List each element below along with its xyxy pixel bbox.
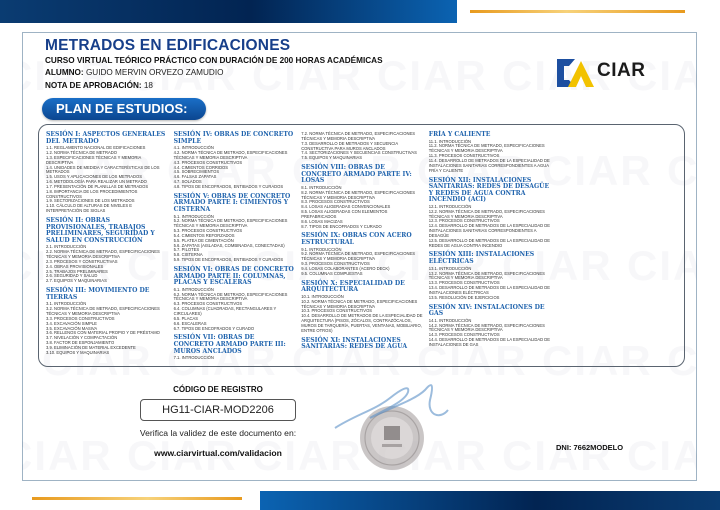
student-name: GUIDO MERVIN ORVEZO ZAMUDIO <box>85 68 224 77</box>
top-accent-line <box>470 10 685 13</box>
session-topic: 11.4. DESARROLLO DE METRADOS DE LA ESPECIALIDAD DE INSTALACIONES SANITARIAS CORRESPONDIENTES A AGUA FRÍA Y CALIENTE <box>428 157 550 173</box>
grade-label: NOTA DE APROBACIÓN: <box>45 81 142 90</box>
session-topic: 4.1. INTRODUCCIÓN <box>173 145 214 151</box>
session-title: SESIÓN V: OBRAS DE CONCRETO ARMADO PARTE I: CIMIENTOS Y CISTERNA <box>173 192 291 213</box>
session-topic: 2.2. NORMA TÉCNICA DE METRADO, ESPECIFICACIONES TÉCNICAS Y MEMORIA DESCRIPTIVA <box>46 249 160 260</box>
session-topic: 2.5. TRABAJOS PRELIMINARES <box>46 268 108 274</box>
session-title: SESIÓN XIII: INSTALACIONES ELÉCTRICAS <box>428 251 535 266</box>
session-topic: 1.7. PRESENTACIÓN DE PLANILLAS DE METRADOS <box>46 183 149 189</box>
session-topic: 4.3. PROCESOS CONSTRUCTIVOS <box>173 159 243 165</box>
session-topic: 10.3. PROCESOS CONSTRUCTIVOS <box>301 308 373 314</box>
session-topic: 8.7. TIPOS DE ENCOFRADOS Y CURADO <box>301 223 382 229</box>
session-topic: 2.6. SEGURIDAD Y SALUD <box>46 273 98 279</box>
session-topic: 6.7. TIPOS DE ENCOFRADOS Y CURADO <box>173 325 255 331</box>
session-topic: 6.5. PLACAS <box>173 315 198 321</box>
session-topic: 6.1. INTRODUCCIÓN <box>173 286 214 292</box>
session-topic: 5.9. TIPOS DE ENCOFRADOS, ENTIBADOS Y CURADOS <box>173 257 284 263</box>
bottom-decorative-bar <box>260 491 720 510</box>
session-topic: 7.5. EQUIPOS Y MAQUINARIAS <box>301 155 363 161</box>
sessions-list <box>46 132 678 362</box>
grade-value: 18 <box>143 81 153 90</box>
session-topic: 9.5. COLUMNAS COMPUESTAS <box>301 270 363 276</box>
plan-title-badge: PLAN DE ESTUDIOS: <box>42 98 206 120</box>
session-topic: 7.2. NORMA TÉCNICA DE METRADO, ESPECIFICACIONES TÉCNICAS Y MEMORIA DESCRIPTIVA <box>301 131 415 141</box>
session-topic: 13.1. INTRODUCCIÓN <box>428 265 472 271</box>
session <box>174 194 296 263</box>
session-topic: 3.7. NIVELACIÓN Y COMPACTACIÓN <box>46 335 118 341</box>
session-topic: 3.4. EXCAVACIÓN SIMPLE <box>46 320 97 326</box>
session-topic: 4.8. TIPOS DE ENCOFRADOS, ENTIBADOS Y CURADOS <box>173 183 284 189</box>
registration-code: HG11-CIAR-MOD2206 <box>140 399 296 421</box>
session-topic: 5.7. PILOTES <box>173 247 200 253</box>
session-topic: 2.7. EQUIPOS Y MAQUINARIAS <box>46 278 107 284</box>
session-topic: 5.8. CISTERNA <box>173 252 203 258</box>
session-topic: 14.2. NORMA TÉCNICA DE METRADO, ESPECIFICACIONES TÉCNICAS Y MEMORIA DESCRIPTIVA <box>428 322 545 333</box>
session-title: SESIÓN IX: OBRAS CON ACERO ESTRUCTURAL <box>301 232 412 247</box>
session-topic: 9.2. NORMA TÉCNICA DE METRADO, ESPECIFICACIONES TÉCNICAS Y MEMORIA DESCRIPTIVA <box>301 251 415 262</box>
session-topic: 1.10. CÁLCULO DE ALTURAS DE NIVELES E INTERPRETACIÓN DE SIGLAS <box>46 203 132 214</box>
session <box>301 281 423 334</box>
session-topic: 5.6. ZAPATAS (AISLADAS, COMBINADAS, CONECTADAS) <box>173 242 285 248</box>
session-topic: 3.3. PROCESOS CONSTRUCTIVOS <box>46 315 115 321</box>
session <box>429 178 551 249</box>
session <box>174 267 296 331</box>
session-topic: 2.4. OBRAS PROVISIONALES <box>46 263 104 269</box>
session-topic: 5.2. NORMA TÉCNICA DE METRADO, ESPECIFICACIONES TÉCNICAS Y MEMORIA DESCRIPTIVA <box>173 218 288 229</box>
session-topic: 4.5. SOBRECIMIENTOS <box>173 169 220 175</box>
session-topic: 11.3. PROCESOS CONSTRUCTIVOS <box>428 153 500 159</box>
signature-and-seal <box>330 370 460 480</box>
student-line <box>45 68 223 77</box>
session-topic: 1.2. NORMA TÉCNICA DE METRADO <box>46 150 118 156</box>
session-topic: 6.3. PROCESOS CONSTRUCTIVOS <box>173 301 243 307</box>
ciar-logo <box>555 57 675 89</box>
course-title: METRADOS EN EDIFICACIONES <box>45 37 291 54</box>
session-topic: 11.2. NORMA TÉCNICA DE METRADO, ESPECIFICACIONES TÉCNICAS Y MEMORIA DESCRIPTIVA <box>428 143 545 154</box>
session-title: SESIÓN VIII: OBRAS DE CONCRETO ARMADO PARTE IV: LOSAS <box>301 164 412 185</box>
session-topic: 13.4. DESARROLLO DE METRADOS DE LA ESPECIALIDAD DE INSTALACIONES ELÉCTRICAS <box>428 285 551 295</box>
session <box>301 233 423 276</box>
session-topic: 5.5. PLATEA DE CIMENTACIÓN <box>173 237 234 243</box>
session-topic: 3.6. RELLENOS CON MATERIAL PROPIO Y DE PRÉSTAMO <box>46 330 160 336</box>
session-topic: 5.1. INTRODUCCIÓN <box>173 213 214 219</box>
session <box>174 132 296 190</box>
session-title: SESIÓN VI: OBRAS DE CONCRETO ARMADO PARTE II: COLUMNAS, PLACAS Y ESCALERAS <box>173 266 294 287</box>
session-title: SESIÓN II: OBRAS PROVISIONALES, TRABAJOS PRELIMINARES, SEGURIDAD Y SALUD EN CONSTRUCCIÓN <box>46 217 155 244</box>
session-topic: 4.4. CIMIENTOS CORRIDOS <box>173 164 229 170</box>
session-topic: 6.4. COLUMNAS (CUADRADAS, RECTANGULARES Y CIRCULARES) <box>173 306 277 316</box>
session-topic: 11.1. INTRODUCCIÓN <box>428 138 472 144</box>
session-topic: 8.3. PROCESOS CONSTRUCTIVOS <box>301 199 370 205</box>
session-topic: 12.1. INTRODUCCIÓN <box>428 203 472 209</box>
ciar-logo-icon <box>555 57 595 89</box>
session-topic: 10.4. DESARROLLO DE METRADOS DE LA ESPECIALIDAD DE ARQUITECTURA (PISOS, ZÓCALOS, CONTRAZÓCALOS, MUROS DE TARQUERÍA, PUERTAS, VENTANAS, MOBILIARIO, ENTRE OTROS) <box>301 313 423 333</box>
session-topic: 12.3. PROCESOS CONSTRUCTIVOS <box>428 218 500 224</box>
session-topic: 1.1. REGLAMENTO NACIONAL DE EDIFICACIONES <box>46 145 146 151</box>
session-topic: 14.1. INTRODUCCIÓN <box>428 317 472 323</box>
session-topic: 8.2. NORMA TÉCNICA DE METRADO, ESPECIFICACIONES TÉCNICAS Y MEMORIA DESCRIPTIVA <box>301 189 415 200</box>
session-topic: 1.8. IMPORTANCIA DE LOS PROCEDIMIENTOS CONSTRUCTIVOS <box>46 188 138 199</box>
session-topic: 4.6. FALSAS ZAPATAS <box>173 174 217 180</box>
session-topic: 9.4. LOSAS COLABORANTES (ACERO DECK) <box>301 266 390 271</box>
session-title: SESIÓN XI: INSTALACIONES SANITARIAS: REDES DE AGUA FRÍA Y CALIENTE <box>301 131 491 351</box>
session <box>46 218 168 284</box>
registration-label: CÓDIGO DE REGISTRO <box>173 385 263 394</box>
session-topic: 8.6. LOSAS MACIZAS <box>301 218 343 224</box>
logo-text: CIAR <box>597 60 646 81</box>
session-topic: 8.5. LOSAS ALIGERADAS CON ELEMENTOS PREFABRICADOS <box>301 209 388 219</box>
session-topic: 10.1. INTRODUCCIÓN <box>301 293 344 299</box>
session-topic: 3.9. ELIMINACIÓN DE MATERIAL EXCEDENTE <box>46 344 136 350</box>
course-subtitle: CURSO VIRTUAL TEÓRICO PRÁCTICO CON DURACIÓN DE 200 HORAS ACADÉMICAS <box>45 56 383 65</box>
top-decorative-bar <box>0 0 457 23</box>
session-topic: 1.6. METODOLOGÍA PARA REALIZAR UN METRADO <box>46 179 147 185</box>
session-topic: 13.3. PROCESOS CONSTRUCTIVOS <box>428 280 500 286</box>
session-title: SESIÓN I: ASPECTOS GENERALES DEL METRADO <box>46 131 166 145</box>
verify-text: Verifica la validez de este documento en: <box>139 428 297 438</box>
session-topic: 1.4. UNIDADES DE MEDIDA Y CARACTERÍSTICAS DE LOS METRADOS <box>46 164 160 175</box>
session-topic: 14.3. PROCESOS CONSTRUCTIVOS <box>428 332 500 338</box>
session-title: SESIÓN X: ESPECIALIDAD DE ARQUITECTURA <box>301 279 405 294</box>
session-topic: 9.3. PROCESOS CONSTRUCTIVOS <box>301 261 370 267</box>
session <box>46 132 168 214</box>
session-topic: 3.10. EQUIPOS Y MAQUINARIAS <box>46 349 110 355</box>
seal-icon <box>360 406 424 470</box>
session-topic: 13.2. NORMA TÉCNICA DE METRADO, ESPECIFICACIONES TÉCNICAS Y MEMORIA DESCRIPTIVA <box>428 270 545 281</box>
session-topic: 9.1. INTRODUCCIÓN <box>301 246 342 252</box>
session-topic: 14.4. DESARROLLO DE METRADOS DE LA ESPECIALIDAD DE INSTALACIONES DE GAS <box>428 337 551 347</box>
session-topic: 8.4. LOSAS ALIGERADAS CONVENCIONALES <box>301 204 391 210</box>
session-topic: 8.1. INTRODUCCIÓN <box>301 184 342 190</box>
session-topic: 5.3. PROCESOS CONSTRUCTIVOS <box>173 228 243 234</box>
session-topic: 5.4. CIMIENTOS REFORZADOS <box>173 232 235 238</box>
bottom-accent-line <box>32 497 242 500</box>
session-topic: 13.5. RESOLUCIÓN DE EJERCICIOS <box>428 294 500 300</box>
session-title: SESIÓN III: MOVIMIENTO DE TIERRAS <box>46 287 150 301</box>
session-topic: 2.1. INTRODUCCIÓN <box>46 244 87 250</box>
session-topic: 12.2. NORMA TÉCNICA DE METRADO, ESPECIFICACIONES TÉCNICAS Y MEMORIA DESCRIPTIVA <box>428 208 545 219</box>
session <box>46 288 168 355</box>
session-topic: 1.9. SECTORIZACIONES DE LOS METRADOS <box>46 198 135 204</box>
session-topic: 2.3. PROCESOS Y CONSTRUCTIVAS <box>46 258 118 264</box>
session-topic: 7.3. DESARROLLO DE METRADOS Y SECUENCIA CONSTRUCTIVA PARA MUROS ANCLADOS <box>301 140 398 151</box>
session-topic: 4.7. SOLADOS <box>173 179 202 185</box>
session-topic: 7.1. INTRODUCCIÓN <box>173 355 214 361</box>
grade-line <box>45 81 153 90</box>
session-topic: 12.5. DESARROLLO DE METRADOS DE LA ESPECIALIDAD DE REDES DE AGUA CONTRA INCENDIO <box>428 237 551 248</box>
session-title: SESIÓN XIV: INSTALACIONES DE GAS <box>428 303 545 318</box>
session-topic: 12.4. DESARROLLO DE METRADOS DE LA ESPECIALIDAD DE INSTALACIONES SANITARIAS CORRESPONDIENTES A DESAGÜE <box>428 223 551 238</box>
session-topic: 3.8. FACTOR DE ESPONJAMIENTO <box>46 340 115 346</box>
validation-link[interactable]: www.ciarvirtual.com/validacion <box>154 448 282 458</box>
session-topic: 3.1. INTRODUCCIÓN <box>46 301 87 307</box>
session-title: SESIÓN IV: OBRAS DE CONCRETO SIMPLE <box>173 131 294 145</box>
session-topic: 6.2. NORMA TÉCNICA DE METRADO, ESPECIFICACIONES TÉCNICAS Y MEMORIA DESCRIPTIVA <box>173 291 288 302</box>
session-topic: 3.2. NORMA TÉCNICA DE METRADO, ESPECIFICACIONES TÉCNICAS Y MEMORIA DESCRIPTIVA <box>46 306 160 316</box>
session <box>301 165 423 229</box>
session <box>429 305 551 348</box>
session-topic: 4.2. NORMA TÉCNICA DE METRADO, ESPECIFICACIONES TÉCNICAS Y MEMORIA DESCRIPTIVA <box>173 150 288 160</box>
dni-text: DNI: 7662MODELO <box>556 443 624 452</box>
session-topic: 1.5. USOS Y APLICACIONES DE LOS METRADOS <box>46 174 143 180</box>
student-label: ALUMNO: <box>45 68 84 77</box>
session-topic: 3.5. EXCAVACIÓN MASIVA <box>46 325 98 331</box>
study-plan <box>38 124 685 367</box>
session-topic: 6.6. ESCALERAS <box>173 320 207 326</box>
session-topic: 7.4. SECTORIZACIONES Y SECUENCIAS CONSTRUCTIVAS <box>301 150 417 156</box>
session-title: SESIÓN VII: OBRAS DE CONCRETO ARMADO PARTE III: MUROS ANCLADOS <box>173 334 286 355</box>
session <box>429 252 551 300</box>
session-topic: 10.2. NORMA TÉCNICA DE METRADO, ESPECIFICACIONES TÉCNICAS Y MEMORIA DESCRIPTIVA <box>301 298 418 309</box>
session-topic: 1.3. ESPECIFICACIONES TÉCNICAS Y MEMORIA DESCRIPTIVA <box>46 154 142 165</box>
session-title: SESIÓN XII: INSTALACIONES SANITARIAS: REDES DE DESAGÜE Y REDES DE AGUA CONTRA INCENDIO (ACI) <box>428 176 550 204</box>
